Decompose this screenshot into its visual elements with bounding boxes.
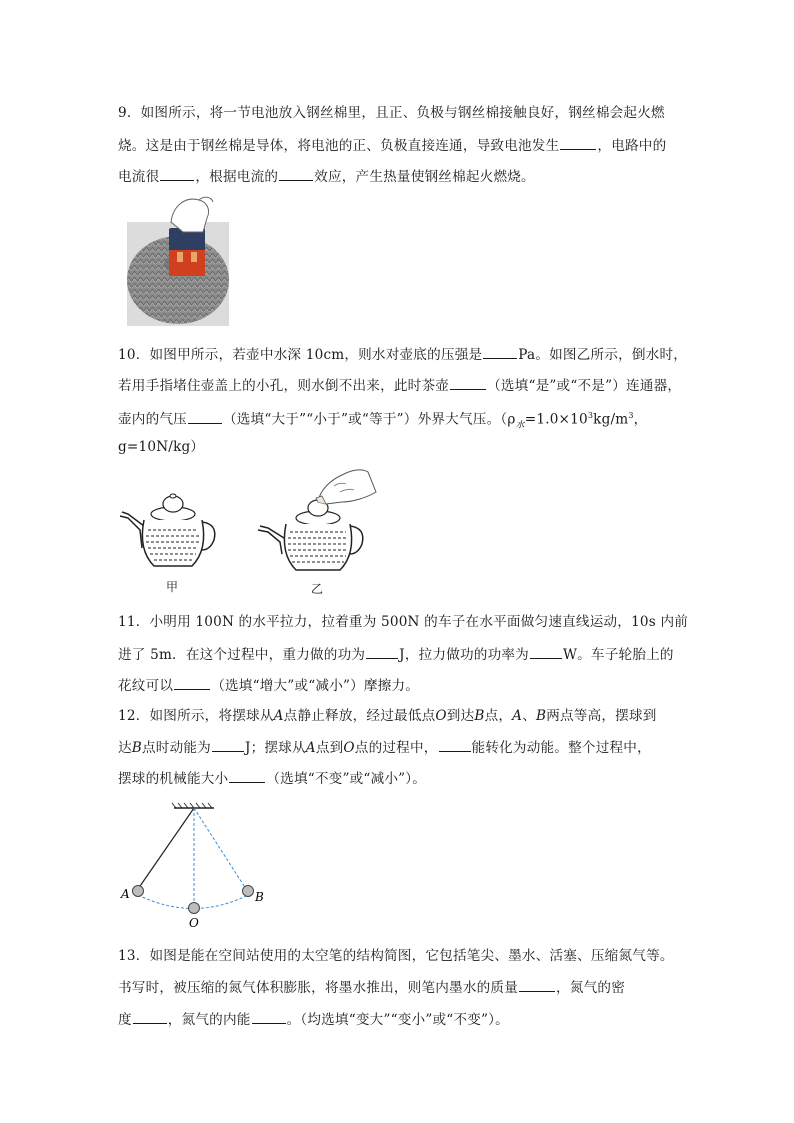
answer-blank[interactable] — [450, 375, 486, 390]
q10-text: 壶内的气压 — [118, 411, 187, 428]
q9-line-2 — [118, 135, 666, 156]
q13-text: 书写时，被压缩的氮气体积膨胀，将墨水推出，则笔内墨水的质量 — [118, 980, 519, 996]
q12-line-1 — [118, 706, 657, 726]
ball-B — [243, 886, 254, 897]
answer-blank[interactable] — [560, 135, 596, 150]
caption-yi: 乙 — [311, 582, 324, 596]
teapot-jia-figure — [118, 490, 218, 570]
q11-line-2 — [118, 644, 674, 665]
q12-text: 12．如图所示，将摆球从 — [118, 708, 274, 724]
q12-text: 点时动能为 — [142, 740, 211, 756]
point-A-label: A — [512, 708, 523, 724]
q9-text: 电流很 — [118, 169, 160, 185]
q10-line-2 — [118, 375, 681, 396]
point-B-label: B — [535, 708, 547, 724]
q13-text: ，氮气的内能 — [167, 1012, 251, 1028]
point-A-label: A — [273, 708, 284, 724]
q11-text: 花纹可以 — [118, 678, 174, 694]
q10-text: Pa。如图乙所示，倒水时， — [518, 347, 688, 363]
q12-text: （选填“不变”或“减小”）。 — [266, 771, 427, 787]
q13-line-2 — [118, 977, 625, 998]
answer-blank[interactable] — [174, 675, 210, 690]
answer-blank[interactable] — [188, 409, 222, 424]
q9-text: 烧。这是由于钢丝棉是导体，将电池的正、负极直接连通，导致电池发生 — [118, 138, 560, 154]
q12-text: 点到 — [315, 740, 344, 756]
answer-blank[interactable] — [530, 644, 562, 659]
q10-text: =1.0×10 — [524, 411, 588, 428]
label-A: A — [121, 887, 130, 901]
q11-text: 11．小明用 100N 的水平拉力，拉着重为 500N 的车子在水平面做匀速直线运动，10s 内前 — [118, 614, 689, 630]
exponent: 3 — [628, 411, 634, 420]
q10-text: ， — [633, 411, 648, 428]
q12-line-3 — [118, 768, 426, 789]
point-B-label: B — [474, 708, 485, 724]
q12-text: 两点等高，摆球到 — [546, 708, 657, 724]
point-O-label: O — [435, 708, 447, 724]
q13-text: 13．如图是能在空间站使用的太空笔的结构简图，它包括笔尖、墨水、活塞、压缩氮气等。 — [118, 948, 674, 964]
answer-blank[interactable] — [229, 768, 265, 783]
answer-blank[interactable] — [519, 977, 555, 992]
q12-line-2 — [118, 737, 651, 758]
q11-text: W。车子轮胎上的 — [562, 647, 674, 663]
q11-line-3 — [118, 675, 419, 696]
point-O-label: O — [343, 740, 355, 756]
q12-text: J；摆球从 — [244, 740, 306, 756]
q12-text: 到达 — [446, 708, 475, 724]
q11-text: 进了 5m．在这个过程中，重力做的功为 — [118, 647, 366, 663]
teapot-yi-figure — [256, 462, 380, 572]
q9-line-1 — [118, 103, 665, 123]
q13-text: 度 — [118, 1012, 132, 1028]
q9-text: ，电路中的 — [597, 138, 667, 154]
q10-line-1 — [118, 344, 687, 365]
q13-text: ，氮气的密 — [556, 980, 625, 996]
pendulum-svg — [118, 800, 278, 930]
q9-text: 9．如图所示，将一节电池放入钢丝棉里，且正、负极与钢丝棉接触良好，钢丝棉会起火燃 — [118, 105, 665, 121]
answer-blank[interactable] — [212, 737, 244, 752]
point-B-label: B — [131, 740, 142, 756]
q10-line-3 — [118, 406, 647, 435]
q12-text: 、 — [522, 708, 536, 724]
q10-text: 若用手指堵住壶盖上的小孔，则水倒不出来，此时茶壶 — [118, 378, 450, 394]
ball-O — [189, 903, 200, 914]
pendulum-figure — [118, 800, 278, 930]
q10-text: kg/m — [593, 411, 629, 428]
q12-text: 点静止释放，经过最低点 — [283, 708, 436, 724]
q9-line-3 — [118, 166, 535, 187]
q10-line-4 — [118, 437, 204, 457]
answer-blank[interactable] — [133, 1009, 167, 1024]
q12-text: 摆球的机械能大小 — [118, 771, 229, 787]
q11-line-1 — [118, 612, 688, 632]
label-O: O — [189, 916, 199, 930]
rho-subscript: 水 — [515, 420, 525, 431]
answer-blank[interactable] — [160, 166, 194, 181]
answer-blank[interactable] — [366, 644, 398, 659]
battery-steel-wool-image — [127, 192, 229, 326]
ball-A — [133, 886, 144, 897]
exponent: 3 — [587, 411, 594, 420]
q12-text: 达 — [118, 740, 132, 756]
string-A — [138, 808, 194, 889]
caption-jia: 甲 — [166, 580, 179, 594]
answer-blank[interactable] — [439, 737, 471, 752]
point-A-label: A — [305, 740, 316, 756]
q12-text: 点， — [484, 708, 513, 724]
q13-text: 。（均选填“变大”“变小”或“不变”）。 — [286, 1012, 509, 1028]
q9-text: 效应，产生热量使钢丝棉起火燃烧。 — [314, 169, 535, 185]
q10-text: g=10N/kg） — [118, 439, 205, 455]
q10-text: （选填“是”或“不是”）连通器， — [487, 378, 682, 394]
answer-blank[interactable] — [279, 166, 313, 181]
label-B: B — [255, 890, 264, 904]
q10-text: 10．如图甲所示，若壶中水深 10cm，则水对壶底的压强是 — [118, 347, 483, 363]
q10-text: （选填“大于”“小于”或“等于”）外界大气压。（ρ — [222, 411, 516, 428]
q12-text: 点的过程中， — [354, 740, 438, 756]
q13-line-3 — [118, 1009, 509, 1030]
q9-text: ，根据电流的 — [195, 169, 279, 185]
q12-text: 能转化为动能。整个过程中， — [471, 740, 651, 756]
q11-text: J，拉力做功的功率为 — [399, 647, 529, 663]
string-B — [194, 808, 246, 889]
q13-line-1 — [118, 946, 674, 966]
answer-blank[interactable] — [252, 1009, 286, 1024]
answer-blank[interactable] — [483, 344, 517, 359]
q11-text: （选填“增大”或“减小”）摩擦力。 — [211, 678, 420, 694]
